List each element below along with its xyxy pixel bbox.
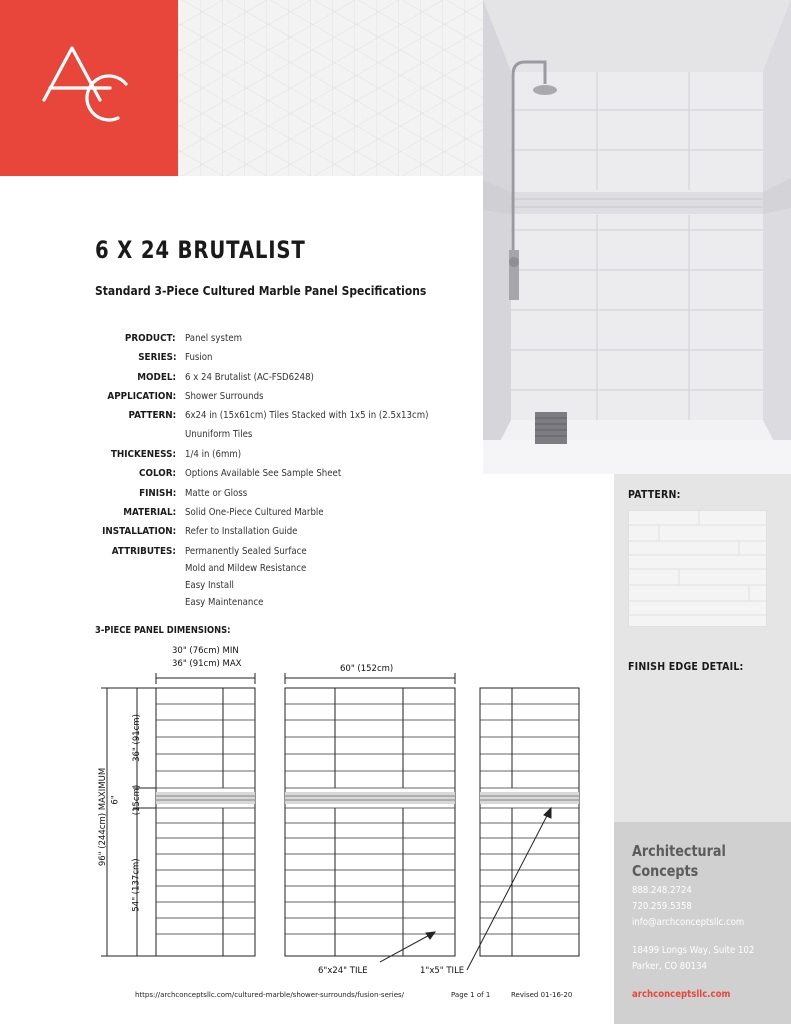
pattern-label: PATTERN: [628,489,681,501]
logo-block [0,0,178,176]
band-height-in-label: 6" [110,795,121,805]
footer-page: Page 1 of 1 [451,991,491,999]
phone-2[interactable]: 720.259.5358 [632,901,692,912]
spec-value: Panel system [185,333,243,344]
spec-value: 6x24 in (15x61cm) Tiles Stacked with 1x5 in (2.5x13cm) [185,410,429,421]
spec-value: Shower Surrounds [185,391,264,402]
spec-value: Solid One-Piece Cultured Marble [185,507,324,518]
spec-value-continued: Ununiform Tiles [185,429,253,440]
spec-value-continued: Mold and Mildew Resistance [185,563,307,574]
spec-value: Matte or Gloss [185,488,248,499]
spec-label: THICKENESS: [110,449,176,460]
email-link[interactable]: info@archconceptsllc.com [632,917,745,928]
upper-height-label: 36" (91cm) [131,714,142,762]
spec-label: APPLICATION: [107,391,176,402]
spec-label: INSTALLATION: [101,526,176,537]
footer-url[interactable]: https://archconceptsllc.com/cultured-marble/shower-surrounds/fusion-series/ [135,991,405,999]
lower-height-label: 54" (137cm) [131,858,142,912]
dimensions-heading: 3-PIECE PANEL DIMENSIONS: [95,625,231,636]
large-tile-label: 6"x24" TILE [318,966,368,976]
website-link[interactable]: archconceptsllc.com [632,989,731,1000]
spec-label: MATERIAL: [123,507,176,518]
spec-label: FINISH: [138,488,176,499]
page-subtitle: Standard 3-Piece Cultured Marble Panel Specifications [95,283,427,298]
address-line-2: Parker, CO 80134 [632,961,708,972]
spec-value-continued: Easy Maintenance [185,597,264,608]
small-tile-label: 1"x5" TILE [420,966,465,976]
header-pattern-band [178,0,483,176]
pattern-swatch [628,510,767,627]
panel-dimension-diagram [95,670,595,982]
spec-label: PATTERN: [128,410,176,421]
spec-label: PRODUCT: [125,333,176,344]
footer-revised: Revised 01-16-20 [511,991,573,999]
company-logo [0,0,178,176]
phone-1[interactable]: 888.248.2724 [632,885,692,896]
spec-value: Refer to Installation Guide [185,526,298,537]
company-name-line2: Concepts [632,862,699,880]
spec-label: ATTRIBUTES: [111,546,176,557]
company-name-line1: Architectural [632,842,726,860]
page-title: 6 X 24 BRUTALIST [95,236,306,264]
width-min-label: 30" (76cm) MIN [172,646,239,656]
address-line-1: 18499 Longs Way, Suite 102 [632,945,755,956]
spec-value-continued: Easy Install [185,580,234,591]
spec-value: Permanently Sealed Surface [185,546,307,557]
spec-value: Options Available See Sample Sheet [185,468,342,479]
spec-value: Fusion [185,352,213,363]
spec-label: SERIES: [137,352,176,363]
shower-photo [483,0,791,474]
width-max-label: 36" (91cm) MAX [172,659,242,669]
spec-label: COLOR: [138,468,176,479]
band-height-cm-label: (15cm) [132,784,143,816]
height-total-label: 96" (244cm) MAXIMUM [98,767,109,867]
spec-label: MODEL: [137,372,176,383]
spec-value: 1/4 in (6mm) [185,449,242,460]
finish-edge-label: FINISH EDGE DETAIL: [628,661,744,673]
back-width-label: 60" (152cm) [340,664,394,674]
spec-value: 6 x 24 Brutalist (AC-FSD6248) [185,372,314,383]
